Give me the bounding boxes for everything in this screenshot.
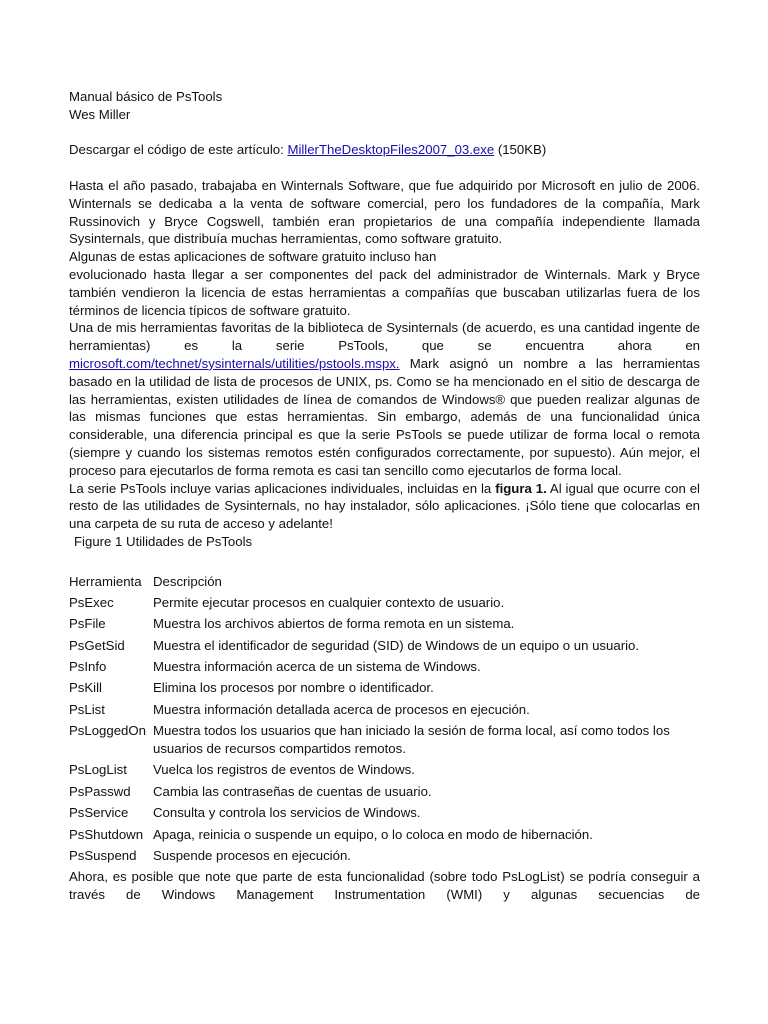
tool-name: PsList xyxy=(69,701,105,717)
paragraph-pstools xyxy=(69,319,700,479)
download-line xyxy=(69,141,700,159)
table-row xyxy=(69,637,700,655)
table-row xyxy=(69,679,700,697)
tool-description: Apaga, reinicia o suspende un equipo, o lo coloca en modo de hibernación. xyxy=(153,826,593,842)
tool-name: PsFile xyxy=(69,616,106,632)
tool-description: Muestra los archivos abiertos de forma remota en un sistema. xyxy=(153,616,515,632)
tool-description: Muestra todos los usuarios que han iniciado la sesión de forma local, así como todos los usuarios de recursos compartidos remotos. xyxy=(153,723,670,757)
paragraph-freeware: Algunas de estas aplicaciones de software gratuito incluso han xyxy=(69,249,437,265)
tool-name: PsKill xyxy=(69,680,102,696)
download-prefix: Descargar el código de este artículo: xyxy=(69,142,288,158)
tool-description: Muestra el identificador de seguridad (SID) de Windows de un equipo o un usuario. xyxy=(153,637,640,653)
paragraph-history: Hasta el año pasado, trabajaba en Winternals Software, que fue adquirido por Microsoft en julio de 2006. Winternals se dedicaba a la venta de software comercial, pero los fundadores de la compañía, Mark Russinovich y Bryce Cogswell, también eran propietarios de una compañía independiente llamada Sysinternals, que distribuía muchas herramientas, como software gratuito. xyxy=(69,177,700,247)
table-row xyxy=(69,594,700,612)
document-body xyxy=(69,88,700,904)
tool-description: Consulta y controla los servicios de Windows. xyxy=(153,805,421,821)
tool-description: Cambia las contraseñas de cuentas de usuario. xyxy=(153,783,432,799)
download-suffix: (150KB) xyxy=(494,142,547,158)
tools-table xyxy=(69,573,700,865)
table-header xyxy=(69,573,700,591)
document-author: Wes Miller xyxy=(69,106,131,122)
figure-reference: figura 1. xyxy=(495,480,547,496)
tool-description: Muestra información acerca de un sistema de Windows. xyxy=(153,659,481,675)
table-row xyxy=(69,722,700,758)
spacer xyxy=(69,551,700,569)
header-tool: Herramienta xyxy=(69,573,142,589)
tool-name: PsExec xyxy=(69,594,114,610)
spacer xyxy=(69,159,700,177)
paragraph-wmi: Ahora, es posible que note que parte de esta funcionalidad (sobre todo PsLogList) se podría conseguir a través de Windows Management Instrumentation (WMI) y algunas secuencias de xyxy=(69,869,700,903)
tool-description: Suspende procesos en ejecución. xyxy=(153,848,351,863)
tool-description: Permite ejecutar procesos en cualquier contexto de usuario. xyxy=(153,594,505,610)
header-description: Descripción xyxy=(153,573,222,589)
table-row xyxy=(69,615,700,633)
tool-name: PsService xyxy=(69,805,129,821)
paragraph-suite xyxy=(69,480,700,533)
table-row xyxy=(69,847,700,865)
tool-description: Vuelca los registros de eventos de Windows. xyxy=(153,762,415,778)
tool-name: PsInfo xyxy=(69,659,107,675)
table-row xyxy=(69,804,700,822)
table-row xyxy=(69,701,700,719)
pstools-intro-text: Una de mis herramientas favoritas de la biblioteca de Sysinternals (de acuerdo, es una cantidad ingente de herramientas) es la serie PsTools, que se encuentra ahora en xyxy=(69,320,700,354)
tool-name: PsSuspend xyxy=(69,848,137,863)
suite-body-text: Al igual que ocurre con el resto de las utilidades de Sysinternals, no hay instalador, sólo aplicaciones. ¡Sólo tiene que colocarlas en una carpeta de su ruta de acceso y adelante! xyxy=(69,480,700,532)
table-row xyxy=(69,826,700,844)
table-row xyxy=(69,658,700,676)
tool-name: PsGetSid xyxy=(69,637,125,653)
spacer xyxy=(69,124,700,142)
figure-caption: Figure 1 Utilidades de PsTools xyxy=(74,533,253,549)
tool-name: PsShutdown xyxy=(69,826,144,842)
tool-description: Muestra información detallada acerca de procesos en ejecución. xyxy=(153,701,530,717)
suite-intro-text: La serie PsTools incluye varias aplicaciones individuales, incluidas en la xyxy=(69,480,496,496)
tool-description: Elimina los procesos por nombre o identificador. xyxy=(153,680,434,696)
table-row xyxy=(69,761,700,779)
pstools-body-text: Mark asignó un nombre a las herramientas basado en la utilidad de lista de procesos de UNIX, ps. Como se ha mencionado en el sitio de descarga de las herramientas, existen utilidades de línea de comandos de Windows® que pueden realizar algunas de las mismas funciones que estas herramientas. Sin embargo, además de una funcionalidad única considerable, una diferencia principal es que la serie PsTools se puede utilizar de forma local o remota (siempre y cuando los sistemas remotos estén configurados correctamente, por supuesto). Aún mejor, el proceso para ejecutarlos de forma remota es casi tan sencillo como ejecutarlos de forma local. xyxy=(69,355,700,478)
document-title: Manual básico de PsTools xyxy=(69,89,223,104)
tool-name: PsLoggedOn xyxy=(69,723,146,739)
tool-name: PsPasswd xyxy=(69,783,131,799)
tool-name: PsLogList xyxy=(69,762,127,778)
pstools-link[interactable]: microsoft.com/technet/sysinternals/utilities/pstools.mspx. xyxy=(69,355,400,371)
paragraph-evolution: evolucionado hasta llegar a ser componentes del pack del administrador de Winternals. Mark y Bryce también vendieron la licencia de estas herramientas a compañías que buscaban utilizarlas fuera de los términos de licencia típicos de software gratuito. xyxy=(69,266,700,318)
table-row xyxy=(69,783,700,801)
download-link[interactable]: MillerTheDesktopFiles2007_03.exe xyxy=(287,142,495,158)
